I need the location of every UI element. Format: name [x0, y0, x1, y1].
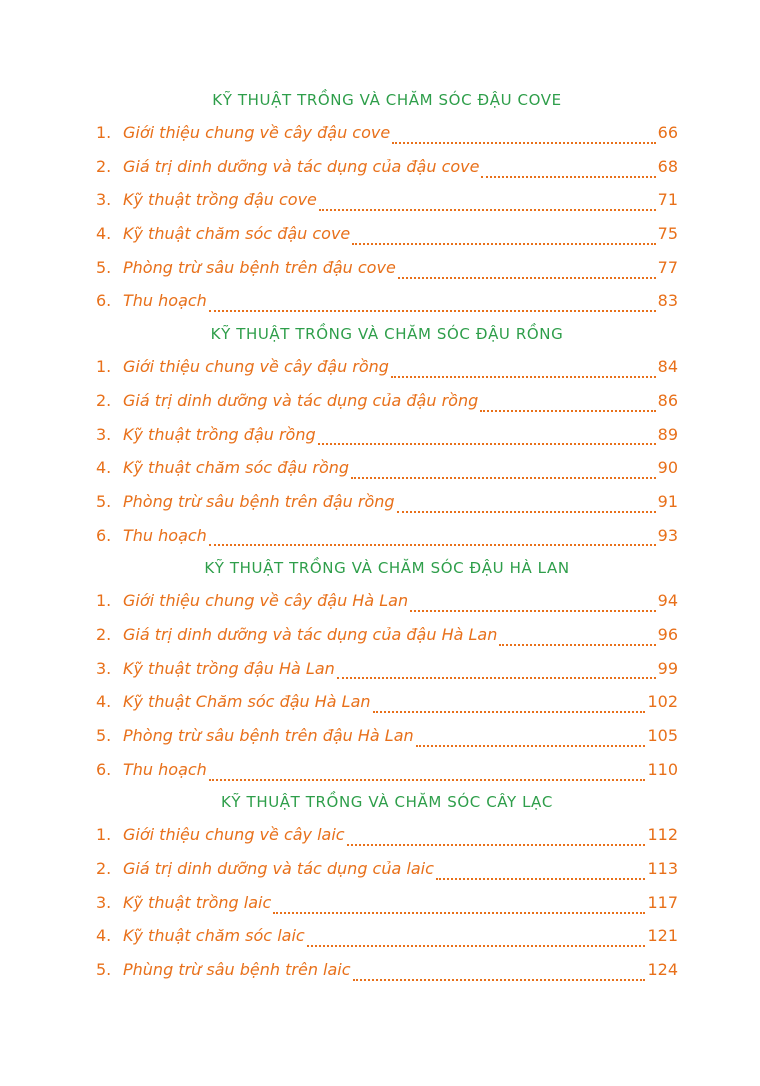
entry-label: Thu hoạch	[123, 759, 207, 779]
toc-entry[interactable]	[96, 217, 678, 251]
entry-number: 1.	[96, 591, 112, 611]
entry-label: Giới thiệu chung về cây đậu rồng	[123, 357, 389, 377]
toc-entry[interactable]	[96, 919, 678, 953]
toc-entry[interactable]	[96, 451, 678, 485]
toc-entry[interactable]	[96, 485, 678, 519]
entry-label: Kỹ thuật trồng đậu Hà Lan	[123, 658, 335, 678]
entry-label: Giới thiệu chung về cây đậu Hà Lan	[123, 591, 409, 611]
entry-label: Kỹ thuật chăm sóc đậu cove	[123, 224, 351, 244]
entry-label: Thu hoạch	[123, 525, 207, 545]
dot-leader	[307, 929, 646, 947]
entry-label: Phòng trừ sâu bệnh trên đậu cove	[123, 257, 396, 277]
table-of-contents	[96, 84, 678, 987]
entry-number: 5.	[96, 257, 112, 277]
section-title: KỸ THUẬT TRỒNG VÀ CHĂM SÓC ĐẬU HÀ LAN	[204, 559, 570, 578]
toc-entry[interactable]	[96, 284, 678, 318]
entry-page: 117	[647, 892, 678, 912]
dot-leader	[353, 963, 646, 981]
section-dau-rong	[96, 318, 678, 552]
toc-entry[interactable]	[96, 818, 678, 852]
entry-page: 89	[657, 424, 678, 444]
entry-label: Phòng trừ sâu bệnh trên đậu Hà Lan	[123, 726, 414, 745]
entry-page: 90	[657, 458, 678, 478]
entry-page: 113	[647, 859, 678, 879]
dot-leader	[392, 126, 655, 144]
entry-page: 93	[657, 525, 678, 545]
dot-leader	[397, 495, 656, 513]
dot-leader	[436, 862, 646, 880]
entry-label: Giá trị dinh dưỡng và tác dụng của đậu Hà Lan	[123, 624, 498, 644]
dot-leader	[209, 528, 656, 546]
dot-leader	[319, 193, 656, 211]
entry-number: 5.	[96, 491, 112, 511]
entry-number: 2.	[96, 624, 112, 644]
dot-leader	[480, 394, 655, 412]
dot-leader	[499, 628, 655, 646]
entry-number: 6.	[96, 525, 112, 545]
toc-entry[interactable]	[96, 384, 678, 418]
entry-page: 102	[647, 692, 678, 712]
entry-number: 2.	[96, 859, 112, 879]
section-dau-ha-lan	[96, 552, 678, 786]
section-cay-lac	[96, 786, 678, 986]
entry-label: Thu hoạch	[123, 291, 207, 311]
dot-leader	[337, 661, 656, 679]
entry-label: Kỹ thuật chăm sóc laic	[123, 926, 305, 946]
entry-number: 3.	[96, 424, 112, 444]
dot-leader	[318, 427, 656, 445]
dot-leader	[209, 763, 646, 781]
dot-leader	[410, 594, 656, 612]
entry-number: 4.	[96, 458, 112, 478]
entry-page: 91	[657, 491, 678, 511]
entry-page: 84	[657, 357, 678, 377]
dot-leader	[481, 160, 655, 178]
entry-label: Kỹ thuật trồng đậu rồng	[123, 424, 316, 444]
entry-label: Giới thiệu chung về cây đậu cove	[123, 123, 391, 142]
dot-leader	[209, 294, 656, 312]
toc-entry[interactable]	[96, 150, 678, 184]
entry-label: Giá trị dinh dưỡng và tác dụng của laic	[123, 859, 434, 879]
section-dau-cove	[96, 84, 678, 318]
entry-page: 121	[647, 926, 678, 946]
entry-number: 4.	[96, 692, 112, 712]
section-title: KỸ THUẬT TRỒNG VÀ CHĂM SÓC ĐẬU RỒNG	[210, 325, 564, 344]
entry-page: 83	[657, 291, 678, 311]
entry-page: 112	[647, 825, 678, 845]
dot-leader	[373, 695, 646, 713]
dot-leader	[352, 227, 655, 245]
toc-entry[interactable]	[96, 618, 678, 652]
toc-entry[interactable]	[96, 953, 678, 987]
dot-leader	[273, 896, 645, 914]
toc-entry[interactable]	[96, 584, 678, 618]
toc-entry[interactable]	[96, 251, 678, 285]
entry-number: 5.	[96, 726, 112, 745]
entry-label: Kỹ thuật chăm sóc đậu rồng	[123, 458, 350, 478]
toc-entry[interactable]	[96, 183, 678, 217]
toc-entry[interactable]	[96, 652, 678, 686]
entry-label: Kỹ thuật Chăm sóc đậu Hà Lan	[123, 692, 371, 712]
toc-entry[interactable]	[96, 519, 678, 553]
entry-number: 3.	[96, 190, 112, 210]
entry-number: 2.	[96, 390, 112, 410]
entry-page: 96	[657, 624, 678, 644]
entry-label: Kỹ thuật trồng đậu cove	[123, 190, 317, 210]
entry-label: Giá trị dinh dưỡng và tác dụng của đậu rồng	[123, 390, 479, 410]
entry-label: Phùng trừ sâu bệnh trên laic	[123, 960, 351, 980]
toc-entry[interactable]	[96, 685, 678, 719]
entry-page: 124	[647, 960, 678, 980]
entry-page: 110	[647, 759, 678, 779]
entry-number: 5.	[96, 960, 112, 980]
toc-entry[interactable]	[96, 852, 678, 886]
entry-number: 2.	[96, 156, 112, 176]
entry-number: 6.	[96, 759, 112, 779]
toc-entry[interactable]	[96, 753, 678, 787]
entry-page: 94	[657, 591, 678, 611]
entry-page: 75	[657, 224, 678, 244]
toc-entry[interactable]	[96, 719, 678, 753]
toc-entry[interactable]	[96, 350, 678, 384]
entry-number: 1.	[96, 123, 112, 142]
entry-page: 77	[657, 257, 678, 277]
entry-label: Giá trị dinh dưỡng và tác dụng của đậu cove	[123, 156, 480, 176]
entry-number: 1.	[96, 357, 112, 377]
dot-leader	[347, 828, 646, 846]
entry-number: 4.	[96, 224, 112, 244]
entry-number: 1.	[96, 825, 112, 845]
entry-label: Phòng trừ sâu bệnh trên đậu rồng	[123, 491, 395, 511]
dot-leader	[391, 360, 656, 378]
dot-leader	[351, 461, 656, 479]
entry-label: Giới thiệu chung về cây laic	[123, 825, 345, 845]
dot-leader	[416, 729, 646, 747]
entry-number: 6.	[96, 291, 112, 311]
dot-leader	[398, 261, 656, 279]
section-title: KỸ THUẬT TRỒNG VÀ CHĂM SÓC CÂY LẠC	[220, 793, 553, 812]
entry-label: Kỹ thuật trồng laic	[123, 892, 272, 912]
entry-page: 99	[657, 658, 678, 678]
entry-number: 3.	[96, 658, 112, 678]
toc-entry[interactable]	[96, 116, 678, 150]
entry-number: 3.	[96, 892, 112, 912]
toc-entry[interactable]	[96, 418, 678, 452]
entry-page: 68	[657, 156, 678, 176]
entry-page: 86	[657, 390, 678, 410]
entry-page: 71	[657, 190, 678, 210]
entry-page: 105	[647, 726, 678, 745]
entry-number: 4.	[96, 926, 112, 946]
section-title: KỸ THUẬT TRỒNG VÀ CHĂM SÓC ĐẬU COVE	[212, 91, 562, 109]
toc-entry[interactable]	[96, 886, 678, 920]
entry-page: 66	[657, 123, 678, 142]
